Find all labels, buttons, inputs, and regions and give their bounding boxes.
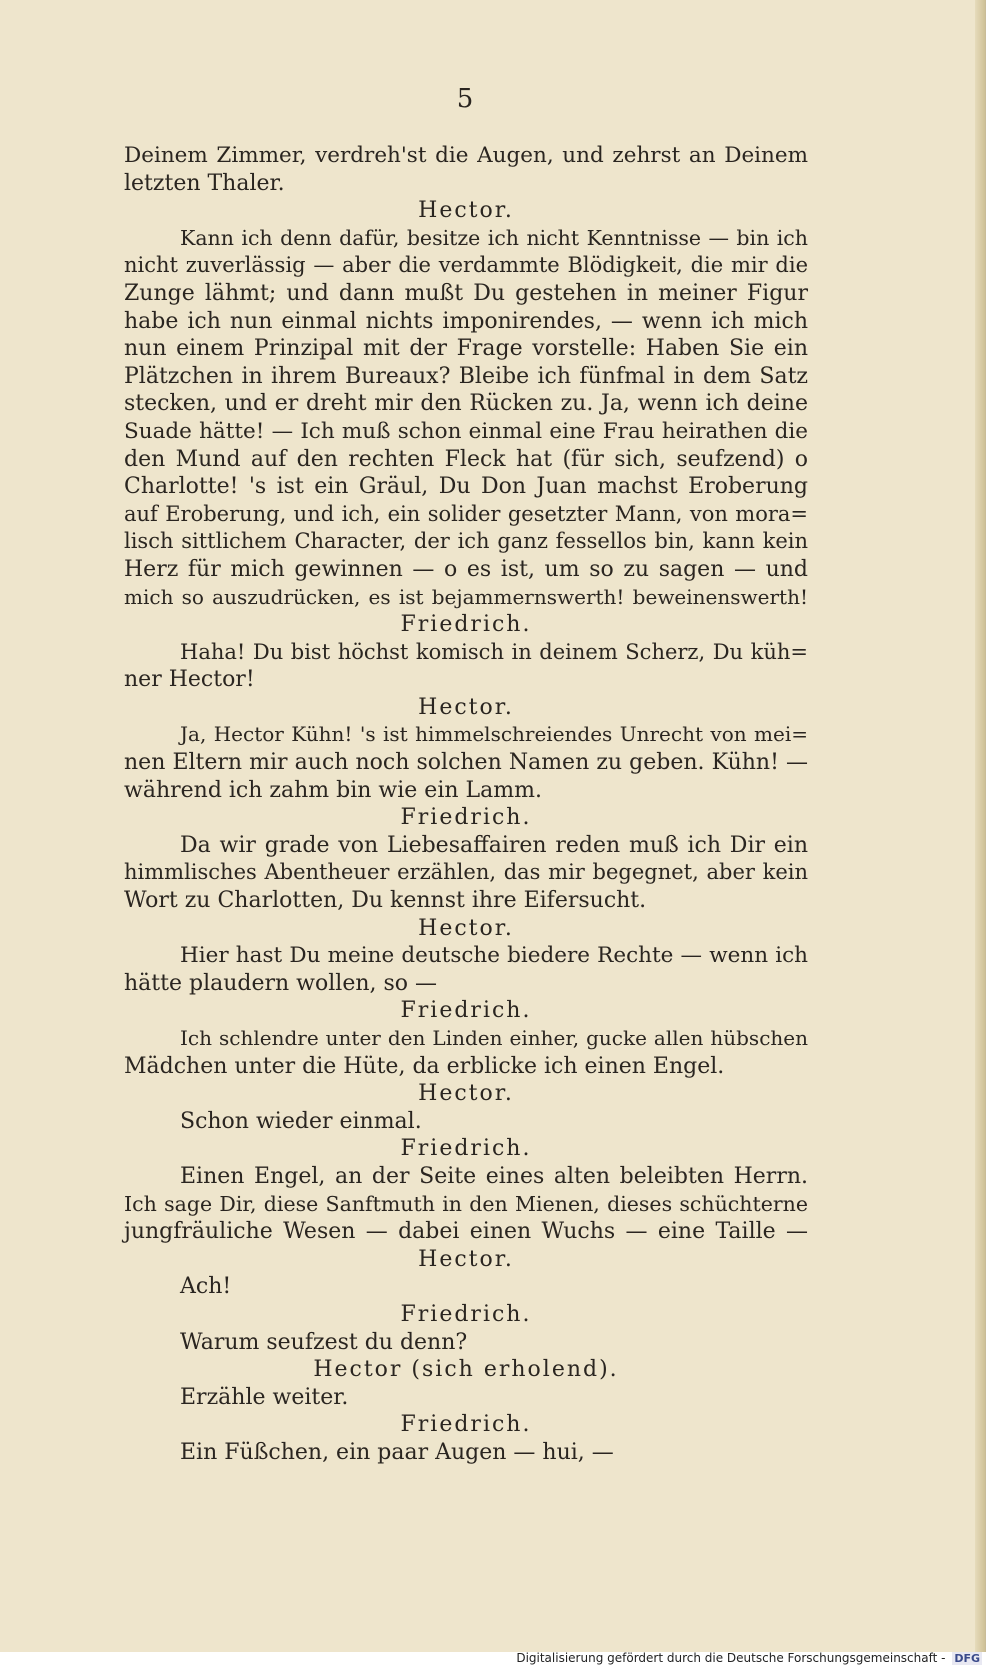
speaker-name: Friedrich. [400,612,532,638]
page-number: 5 [456,84,474,114]
text-line: Plätzchen in ihrem Bureaux? Bleibe ich fünfmal in dem Satz [124,363,808,389]
speaker-name: Hector. [418,1246,514,1272]
text-line: ner Hector! [124,667,255,693]
text-line: Wort zu Charlotten, Du kennst ihre Eifersucht. [124,888,647,914]
text-line: Haha! Du bist höchst komisch in deinem Scherz, Du küh= [180,639,808,664]
text-line: Zunge lähmt; und dann mußt Du gestehen in meiner Figur [124,280,808,306]
text-line: jungfräuliche Wesen — dabei einen Wuchs — eine Taille — [124,1219,808,1245]
speaker-name: Friedrich. [400,805,532,831]
text-line: Hier hast Du meine deutsche biedere Rechte — wenn ich [180,943,808,969]
speaker-name: Friedrich. [400,1412,532,1438]
text-line: Herz für mich gewinnen — o es ist, um so zu sagen — und [124,556,808,582]
text-line: mich so auszudrücken, es ist bejammernswerth! beweinenswerth! [124,584,808,609]
digitization-credit [516,1651,982,1665]
text-line: Schon wieder einmal. [180,1108,422,1134]
text-line: den Mund auf den rechten Fleck hat (für sich, seufzend) o [124,446,808,472]
text-line: Erzähle weiter. [180,1384,349,1410]
page-edge [975,0,985,1652]
text-line: nen Eltern mir auch noch solchen Namen zu geben. Kühn! — [124,750,808,776]
text-line: stecken, und er dreht mir den Rücken zu. Ja, wenn ich deine [124,391,808,417]
speaker-name: Hector (sich erholend). [313,1357,619,1383]
dfg-logo: DFG [954,1652,980,1665]
text-line: Suade hätte! — Ich muß schon einmal eine Frau heirathen die [124,418,808,444]
text-line: Ach! [180,1274,232,1300]
text-line: Ein Füßchen, ein paar Augen — hui, — [180,1439,614,1465]
text-line: Mädchen unter die Hüte, da erblicke ich einen Engel. [124,1053,725,1079]
text-line: Deinem Zimmer, verdreh'st die Augen, und zehrst an Deinem [124,143,808,168]
text-line: lisch sittlichem Character, der ich ganz fessellos bin, kann kein [124,529,808,554]
text-line: letzten Thaler. [124,170,285,196]
text-line: Kann ich denn dafür, besitze ich nicht Kenntnisse — bin ich [180,225,808,250]
text-line: nicht zuverlässig — aber die verdammte Blödigkeit, die mir die [124,253,808,278]
text-line: Charlotte! 's ist ein Gräul, Du Don Juan machst Eroberung [124,474,808,500]
text-line: Einen Engel, an der Seite eines alten beleibten Herrn. [180,1163,808,1189]
credit-text: Digitalisierung gefördert durch die Deutsche Forschungsgemeinschaft - [516,1651,946,1665]
text-line: Da wir grade von Liebesaffairen reden muß ich Dir ein [180,832,808,858]
speaker-name: Hector. [418,1081,514,1107]
text-line: Ja, Hector Kühn! 's ist himmelschreiendes Unrecht von mei= [180,722,808,747]
text-line: Ich sage Dir, diese Sanftmuth in den Mienen, dieses schüchterne [124,1191,808,1216]
speaker-name: Hector. [418,915,514,941]
text-line: Warum seufzest du denn? [180,1329,468,1355]
text-line: Ich schlendre unter den Linden einher, gucke allen hübschen [180,1026,808,1050]
speaker-name: Friedrich. [400,1301,532,1327]
speaker-name: Hector. [418,694,514,720]
speaker-name: Friedrich. [400,998,532,1024]
speaker-name: Hector. [418,198,514,224]
text-line: himmlisches Abentheuer erzählen, das mir begegnet, aber kein [124,860,808,885]
text-line: auf Eroberung, und ich, ein solider gesetzter Mann, von mora= [124,501,808,526]
page-text [124,142,808,1467]
speaker-name: Friedrich. [400,1136,532,1162]
text-line: habe ich nun einmal nichts imponirendes, — wenn ich mich [124,308,808,334]
text-line: nun einem Prinzipal mit der Frage vorstelle: Haben Sie ein [124,336,808,362]
text-line: während ich zahm bin wie ein Lamm. [124,777,542,803]
text-line: hätte plaudern wollen, so — [124,970,438,996]
